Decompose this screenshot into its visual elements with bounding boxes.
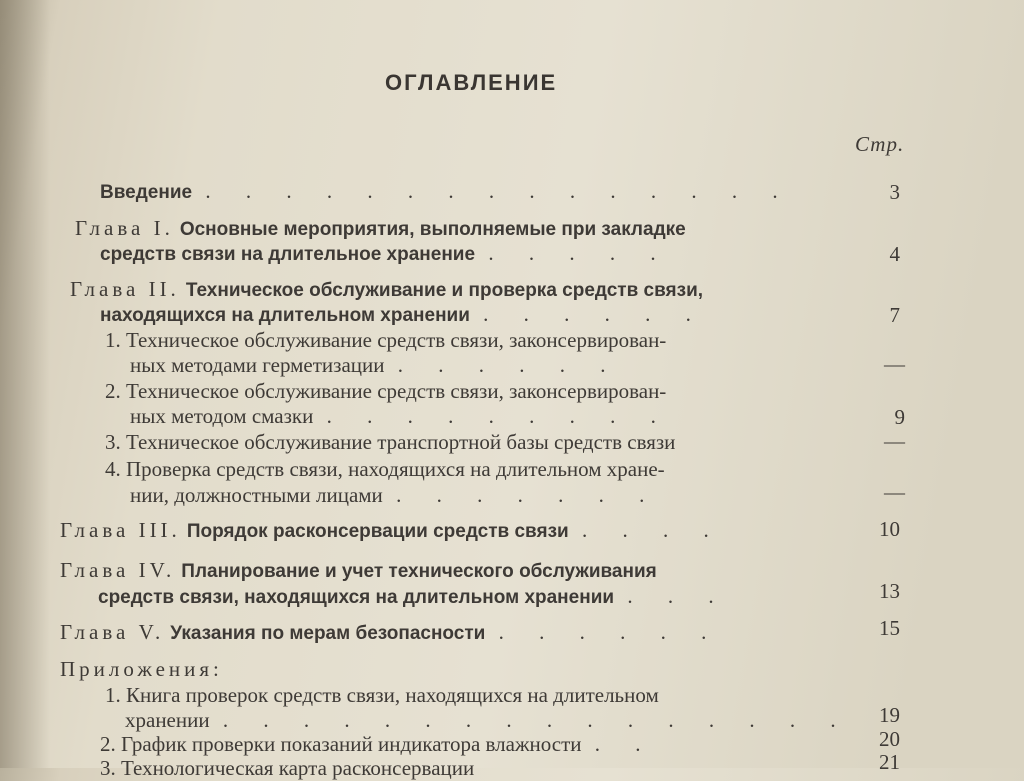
page-number: 10 bbox=[879, 517, 900, 541]
toc-appendices-heading bbox=[60, 656, 229, 682]
leader-dots: . . . . . . . . . bbox=[326, 404, 671, 428]
entry-title-cont: средств связи на длительное хранение bbox=[100, 244, 476, 265]
entry-title: 1. Книга проверок средств связи, находящихся на длительном bbox=[105, 683, 659, 707]
toc-appendix-3 bbox=[100, 755, 474, 781]
entry-title: Порядок расконсервации средств связи bbox=[186, 521, 569, 542]
entry-title: 2. Техническое обслуживание средств связи, законсервирован- bbox=[105, 379, 667, 403]
page-number: 4 bbox=[889, 242, 900, 266]
toc-subentry-1-cont bbox=[130, 352, 620, 378]
leader-dots: . . . . . . bbox=[397, 353, 621, 377]
page-number: 9 bbox=[894, 405, 905, 429]
entry-title: Основные мероприятия, выполняемые при закладке bbox=[179, 219, 686, 240]
toc-subentry-4-cont bbox=[130, 482, 659, 508]
page-number: 13 bbox=[879, 579, 900, 603]
toc-appendix-2 bbox=[100, 731, 655, 757]
toc-entry-chapter-1-cont bbox=[100, 240, 671, 268]
entry-title: 3. Техническое обслуживание транспортной базы средств связи bbox=[105, 430, 676, 454]
page-column-header: Стр. bbox=[855, 132, 905, 156]
page-number: 20 bbox=[879, 727, 900, 751]
entry-title: 1. Техническое обслуживание средств связи, законсервирован- bbox=[105, 328, 667, 352]
entry-title: 2. График проверки показаний индикатора влажности bbox=[100, 732, 582, 756]
leader-dots: . . . . . bbox=[488, 241, 671, 265]
entry-title: 3. Технологическая карта расконсервации bbox=[100, 756, 475, 780]
entry-title: 4. Проверка средств связи, находящихся на длительном хране- bbox=[105, 457, 665, 481]
toc-entry-intro bbox=[100, 178, 793, 206]
chapter-label: Глава I. bbox=[75, 216, 174, 240]
leader-dots: . . . . . . bbox=[483, 302, 706, 326]
entry-title: Введение bbox=[100, 182, 193, 203]
toc-entry-chapter-2-cont bbox=[100, 301, 706, 329]
leader-dots: . . . . bbox=[581, 518, 724, 542]
toc-subentry-2-cont bbox=[130, 403, 671, 429]
entry-title: Планирование и учет технического обслуживания bbox=[181, 561, 657, 582]
entry-title: Указания по мерам безопасности bbox=[170, 623, 486, 644]
toc-entry-chapter-1 bbox=[75, 215, 686, 243]
page-number: — bbox=[884, 429, 905, 453]
toc-entry-chapter-2 bbox=[70, 276, 703, 304]
entry-title-cont: находящихся на длительном хранении bbox=[100, 305, 470, 326]
page-number: 19 bbox=[879, 703, 900, 727]
entry-title-cont: нии, должностными лицами bbox=[130, 483, 383, 507]
entry-title-cont: средств связи, находящихся на длительном хранении bbox=[98, 587, 615, 608]
leader-dots: . . . . . . bbox=[498, 620, 722, 644]
entry-title-cont: хранении bbox=[125, 708, 210, 732]
page-title: ОГЛАВЛЕНИЕ bbox=[385, 70, 558, 95]
chapter-label: Глава IV. bbox=[60, 558, 176, 582]
toc-appendix-1-cont bbox=[125, 707, 851, 733]
leader-dots: . . . . . . . bbox=[396, 483, 660, 507]
toc-subentry-4 bbox=[105, 456, 665, 482]
toc-entry-chapter-3 bbox=[60, 517, 724, 545]
toc-entry-chapter-5 bbox=[60, 619, 721, 647]
leader-dots: . . . . . . . . . . . . . . . bbox=[205, 179, 793, 203]
entry-title-cont: ных методами герметизации bbox=[130, 353, 385, 377]
leader-dots: . . . bbox=[627, 584, 729, 608]
toc-subentry-1 bbox=[105, 327, 666, 353]
page-fold-shadow bbox=[0, 0, 50, 768]
toc-subentry-3 bbox=[105, 429, 675, 455]
appendices-label: Приложения: bbox=[60, 657, 223, 681]
entry-title-cont: ных методом смазки bbox=[130, 404, 314, 428]
page-number: — bbox=[884, 352, 905, 376]
toc-entry-chapter-4-cont bbox=[98, 583, 729, 611]
entry-title: Техническое обслуживание и проверка средств связи, bbox=[185, 280, 704, 301]
chapter-label: Глава II. bbox=[70, 277, 180, 301]
chapter-label: Глава III. bbox=[60, 518, 181, 542]
page-number: 3 bbox=[889, 180, 900, 204]
page-number: 7 bbox=[889, 303, 900, 327]
chapter-label: Глава V. bbox=[60, 620, 165, 644]
toc-appendix-1 bbox=[105, 682, 659, 708]
leader-dots: . . bbox=[594, 732, 656, 756]
leader-dots: . . . . . . . . . . . . . . . . bbox=[222, 708, 851, 732]
page-number: — bbox=[884, 480, 905, 504]
page-number: 21 bbox=[879, 750, 900, 774]
page-number: 15 bbox=[879, 616, 900, 640]
toc-subentry-2 bbox=[105, 378, 666, 404]
toc-entry-chapter-4 bbox=[60, 557, 657, 585]
